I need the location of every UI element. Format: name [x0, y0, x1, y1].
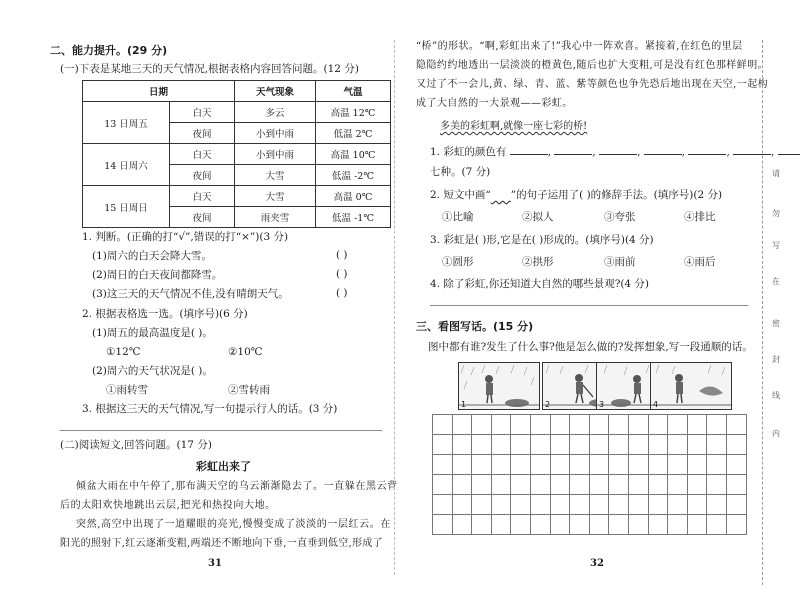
grid-cell[interactable]	[589, 415, 609, 435]
q3-option: ③雨前	[604, 256, 636, 268]
grid-cell[interactable]	[628, 495, 648, 515]
boy-leaf-illustration	[651, 363, 731, 409]
q3-option: ④雨后	[684, 256, 716, 268]
story-line: “桥”的形状。“啊,彩虹出来了!”我心中一阵欢喜。紧接着,在红色的里层	[416, 41, 743, 52]
grid-cell[interactable]	[472, 515, 492, 535]
grid-cell[interactable]	[550, 415, 570, 435]
table-cell-weather: 雨夹雪	[235, 207, 316, 228]
color-blank[interactable]	[599, 143, 637, 155]
table-cell-period: 白天	[170, 144, 235, 165]
section3-title: 三、看图写话。(15 分)	[416, 320, 534, 333]
table-cell-date: 14 日周六	[83, 144, 170, 186]
q3-hint: 3. 根据这三天的天气情况,写一句提示行人的话。(3 分)	[82, 403, 338, 415]
seal-line-char: 写	[772, 241, 780, 250]
grid-row	[433, 495, 747, 515]
grid-cell[interactable]	[668, 475, 688, 495]
grid-cell[interactable]	[433, 495, 453, 515]
grid-cell[interactable]	[530, 415, 550, 435]
grid-cell[interactable]	[628, 515, 648, 535]
grid-cell[interactable]	[511, 475, 531, 495]
grid-cell[interactable]	[726, 475, 746, 495]
seal-line-char: 请	[772, 169, 780, 178]
grid-cell[interactable]	[609, 475, 629, 495]
q2-rhetoric	[430, 188, 722, 202]
grid-cell[interactable]	[609, 415, 629, 435]
table-cell-period: 白天	[170, 102, 235, 123]
table-row	[83, 186, 391, 207]
table-cell-weather: 大雪	[235, 186, 316, 207]
grid-cell[interactable]	[472, 415, 492, 435]
grid-cell[interactable]	[452, 415, 472, 435]
color-blank[interactable]	[733, 143, 771, 155]
story-title: 彩虹出来了	[196, 460, 251, 473]
page-number: 31	[208, 558, 222, 569]
page-number: 32	[590, 558, 604, 569]
grid-cell[interactable]	[707, 495, 727, 515]
grid-cell[interactable]	[570, 415, 590, 435]
grid-cell[interactable]	[452, 515, 472, 535]
grid-cell[interactable]	[648, 515, 668, 535]
color-blank[interactable]	[688, 143, 726, 155]
grid-cell[interactable]	[511, 455, 531, 475]
grid-cell[interactable]	[491, 435, 511, 455]
grid-cell[interactable]	[491, 455, 511, 475]
grid-cell[interactable]	[491, 415, 511, 435]
grid-cell[interactable]	[530, 495, 550, 515]
grid-cell[interactable]	[687, 475, 707, 495]
grid-cell[interactable]	[687, 415, 707, 435]
grid-cell[interactable]	[628, 455, 648, 475]
q2-tail: ”的句子运用了( )的修辞手法。(填序号)(2 分)	[510, 189, 723, 201]
grid-cell[interactable]	[726, 495, 746, 515]
q1-item-2: (2)周日的白天夜间都降雪。	[92, 269, 223, 281]
section3-prompt: 图中都有谁?发生了什么事?他是怎么做的?发挥想象,写一段通顺的话。	[428, 341, 753, 353]
grid-cell[interactable]	[648, 475, 668, 495]
part2-title: (二)阅读短文,回答问题。(17 分)	[60, 439, 212, 451]
q2-2-option: ②雪转雨	[228, 384, 270, 396]
seal-line-char: 内	[772, 429, 780, 438]
table-cell-weather: 多云	[235, 102, 316, 123]
grid-cell[interactable]	[530, 475, 550, 495]
grid-cell[interactable]	[550, 495, 570, 515]
q2-1: (1)周五的最高温度是( )。	[92, 327, 213, 339]
q2-1-option: ①12℃	[106, 346, 141, 358]
grid-cell[interactable]	[511, 495, 531, 515]
table-row	[83, 102, 391, 123]
grid-cell[interactable]	[648, 435, 668, 455]
table-cell-period: 白天	[170, 186, 235, 207]
story-line: 又过了不一会儿,黄、绿、青、蓝、紫等颜色也争先恐后地出现在天空,一起构	[416, 79, 769, 90]
table-cell-weather: 小到中雨	[235, 144, 316, 165]
color-blank[interactable]	[644, 143, 682, 155]
grid-cell[interactable]	[609, 495, 629, 515]
grid-cell[interactable]	[472, 455, 492, 475]
q3-option: ②拱形	[522, 256, 554, 268]
grid-cell[interactable]	[511, 515, 531, 535]
grid-cell[interactable]	[570, 435, 590, 455]
table-cell-date: 15 日周日	[83, 186, 170, 228]
q4-landscape: 4. 除了彩虹,你还知道大自然的哪些景观?(4 分)	[430, 278, 650, 290]
story-line: 突然,高空中出现了一道耀眼的亮光,慢慢变成了淡淡的一层红云。在	[76, 519, 391, 530]
color-blank[interactable]	[554, 143, 592, 155]
comic-number: 1	[461, 400, 467, 409]
grid-cell[interactable]	[570, 515, 590, 535]
q1-tail: 七种。(7 分)	[430, 166, 491, 178]
grid-cell[interactable]	[589, 495, 609, 515]
comic-panel-4	[650, 362, 732, 410]
writing-grid[interactable]	[432, 414, 747, 535]
grid-cell[interactable]	[707, 455, 727, 475]
grid-cell[interactable]	[491, 475, 511, 495]
story-line: 倾盆大雨在中午停了,那布满天空的乌云渐渐隐去了。一直躲在黑云背	[76, 481, 398, 492]
q2-label: 2. 短文中画“	[430, 189, 491, 201]
q2-option: ①比喻	[442, 211, 474, 223]
answer-paren[interactable]: ( )	[336, 287, 348, 299]
grid-cell[interactable]	[726, 455, 746, 475]
q1-label: 1. 彩虹的颜色有	[430, 146, 507, 158]
table-header: 天气现象	[235, 81, 316, 102]
seal-line-char: 在	[772, 277, 780, 286]
table-cell-period: 夜间	[170, 123, 235, 144]
grid-cell[interactable]	[687, 495, 707, 515]
grid-cell[interactable]	[433, 455, 453, 475]
grid-cell[interactable]	[472, 495, 492, 515]
grid-cell[interactable]	[648, 415, 668, 435]
grid-cell[interactable]	[472, 435, 492, 455]
grid-cell[interactable]	[707, 435, 727, 455]
table-row	[83, 144, 391, 165]
q1-colors: 1. 彩虹的颜色有 , , , , , ,	[430, 143, 800, 159]
grid-cell[interactable]	[668, 455, 688, 475]
grid-cell[interactable]	[550, 455, 570, 475]
grid-cell[interactable]	[648, 495, 668, 515]
q3-shape: 3. 彩虹是( )形,它是在( )形成的。(填序号)(4 分)	[430, 234, 654, 246]
answer-line	[60, 430, 382, 431]
story-line: 阳光的照射下,红云逐渐变粗,两端还不断地向下垂,一直垂到低空,形成了	[60, 538, 383, 549]
seal-line	[762, 40, 764, 585]
grid-cell[interactable]	[452, 495, 472, 515]
grid-cell[interactable]	[668, 515, 688, 535]
grid-cell[interactable]	[511, 415, 531, 435]
grid-cell[interactable]	[530, 515, 550, 535]
q2-select: 2. 根据表格选一选。(填序号)(6 分)	[82, 308, 248, 320]
grid-cell[interactable]	[628, 415, 648, 435]
table-cell-temp: 低温 -2℃	[316, 165, 391, 186]
table-cell-temp: 低温 -1℃	[316, 207, 391, 228]
grid-cell[interactable]	[550, 435, 570, 455]
grid-cell[interactable]	[668, 435, 688, 455]
wavy-mark	[491, 189, 511, 201]
seal-line-char: 线	[772, 391, 780, 400]
grid-cell[interactable]	[648, 455, 668, 475]
q2-2: (2)周六的天气状况是( )。	[92, 365, 213, 377]
color-blank[interactable]	[510, 143, 548, 155]
grid-cell[interactable]	[726, 515, 746, 535]
q2-option: ②拟人	[522, 211, 554, 223]
grid-cell[interactable]	[452, 455, 472, 475]
rain-boy-illustration	[459, 363, 539, 409]
q1-item-1: (1)周六的白天会降大雪。	[92, 250, 212, 262]
grid-cell[interactable]	[452, 475, 472, 495]
grid-cell[interactable]	[589, 435, 609, 455]
grid-row	[433, 455, 747, 475]
color-blank[interactable]	[778, 143, 800, 155]
grid-cell[interactable]	[433, 415, 453, 435]
table-cell-temp: 低温 2℃	[316, 123, 391, 144]
table-header: 气温	[316, 81, 391, 102]
page-gutter	[394, 40, 396, 575]
grid-cell[interactable]	[609, 435, 629, 455]
grid-cell[interactable]	[433, 435, 453, 455]
table-cell-period: 夜间	[170, 165, 235, 186]
grid-cell[interactable]	[550, 475, 570, 495]
grid-cell[interactable]	[570, 475, 590, 495]
grid-cell[interactable]	[687, 515, 707, 535]
grid-cell[interactable]	[707, 475, 727, 495]
part1-title: (一)下表是某地三天的天气情况,根据表格内容回答问题。(12 分)	[60, 63, 359, 75]
story-line: 后的太阳欢快地跳出云层,把光和热投向大地。	[60, 500, 276, 511]
grid-cell[interactable]	[491, 495, 511, 515]
grid-cell[interactable]	[589, 475, 609, 495]
q2-1-option: ②10℃	[228, 346, 263, 358]
grid-cell[interactable]	[570, 495, 590, 515]
grid-cell[interactable]	[628, 475, 648, 495]
q1-item-3: (3)这三天的天气情况不佳,没有晴朗天气。	[92, 288, 289, 300]
grid-cell[interactable]	[433, 515, 453, 535]
table-cell-weather: 小到中雨	[235, 123, 316, 144]
grid-cell[interactable]	[433, 475, 453, 495]
answer-paren[interactable]: ( )	[336, 268, 348, 280]
grid-cell[interactable]	[726, 435, 746, 455]
story-line: 成了大自然的一大景观——彩虹。	[416, 98, 573, 109]
comic-number: 2	[545, 400, 551, 409]
grid-cell[interactable]	[530, 455, 550, 475]
table-cell-temp: 高温 12℃	[316, 102, 391, 123]
answer-line	[430, 305, 748, 306]
comic-number: 4	[653, 400, 659, 409]
grid-cell[interactable]	[570, 455, 590, 475]
grid-cell[interactable]	[589, 515, 609, 535]
grid-cell[interactable]	[707, 515, 727, 535]
grid-cell[interactable]	[668, 415, 688, 435]
grid-cell[interactable]	[589, 455, 609, 475]
story-line: 隐隐约约地透出一层淡淡的橙黄色,随后也扩大变粗,可是没有红色那样鲜明。	[416, 60, 769, 71]
weather-table	[82, 80, 391, 228]
grid-cell[interactable]	[452, 435, 472, 455]
q2-option: ③夸张	[604, 211, 636, 223]
comic-panel-1	[458, 362, 540, 410]
q2-2-option: ①雨转雪	[106, 384, 148, 396]
table-cell-temp: 高温 0℃	[316, 186, 391, 207]
grid-cell[interactable]	[687, 435, 707, 455]
grid-cell[interactable]	[687, 455, 707, 475]
table-header-row	[83, 81, 391, 102]
seal-line-char: 封	[772, 355, 780, 364]
grid-row	[433, 415, 747, 435]
grid-row	[433, 435, 747, 455]
wavy-sentence: 多美的彩虹啊,就像一座七彩的桥!	[440, 121, 588, 132]
grid-cell[interactable]	[550, 515, 570, 535]
seal-line-char: 密	[772, 319, 780, 328]
grid-cell[interactable]	[609, 455, 629, 475]
q2-option: ④排比	[684, 211, 716, 223]
section2-title: 二、能力提升。(29 分)	[50, 44, 168, 57]
grid-cell[interactable]	[609, 515, 629, 535]
table-header: 日期	[83, 81, 235, 102]
comic-number: 3	[599, 400, 605, 409]
q3-option: ①圆形	[442, 256, 474, 268]
grid-cell[interactable]	[726, 415, 746, 435]
table-cell-date: 13 日周五	[83, 102, 170, 144]
grid-cell[interactable]	[511, 435, 531, 455]
grid-cell[interactable]	[668, 495, 688, 515]
answer-paren[interactable]: ( )	[336, 249, 348, 261]
q1-judge: 1. 判断。(正确的打“√”,错误的打“×”)(3 分)	[82, 231, 289, 243]
grid-cell[interactable]	[628, 435, 648, 455]
grid-row	[433, 515, 747, 535]
table-cell-weather: 大雪	[235, 165, 316, 186]
grid-cell[interactable]	[530, 435, 550, 455]
grid-row	[433, 475, 747, 495]
grid-cell[interactable]	[472, 475, 492, 495]
table-cell-temp: 高温 10℃	[316, 144, 391, 165]
table-cell-period: 夜间	[170, 207, 235, 228]
grid-cell[interactable]	[707, 415, 727, 435]
seal-line-char: 勿	[772, 209, 780, 218]
grid-cell[interactable]	[491, 515, 511, 535]
